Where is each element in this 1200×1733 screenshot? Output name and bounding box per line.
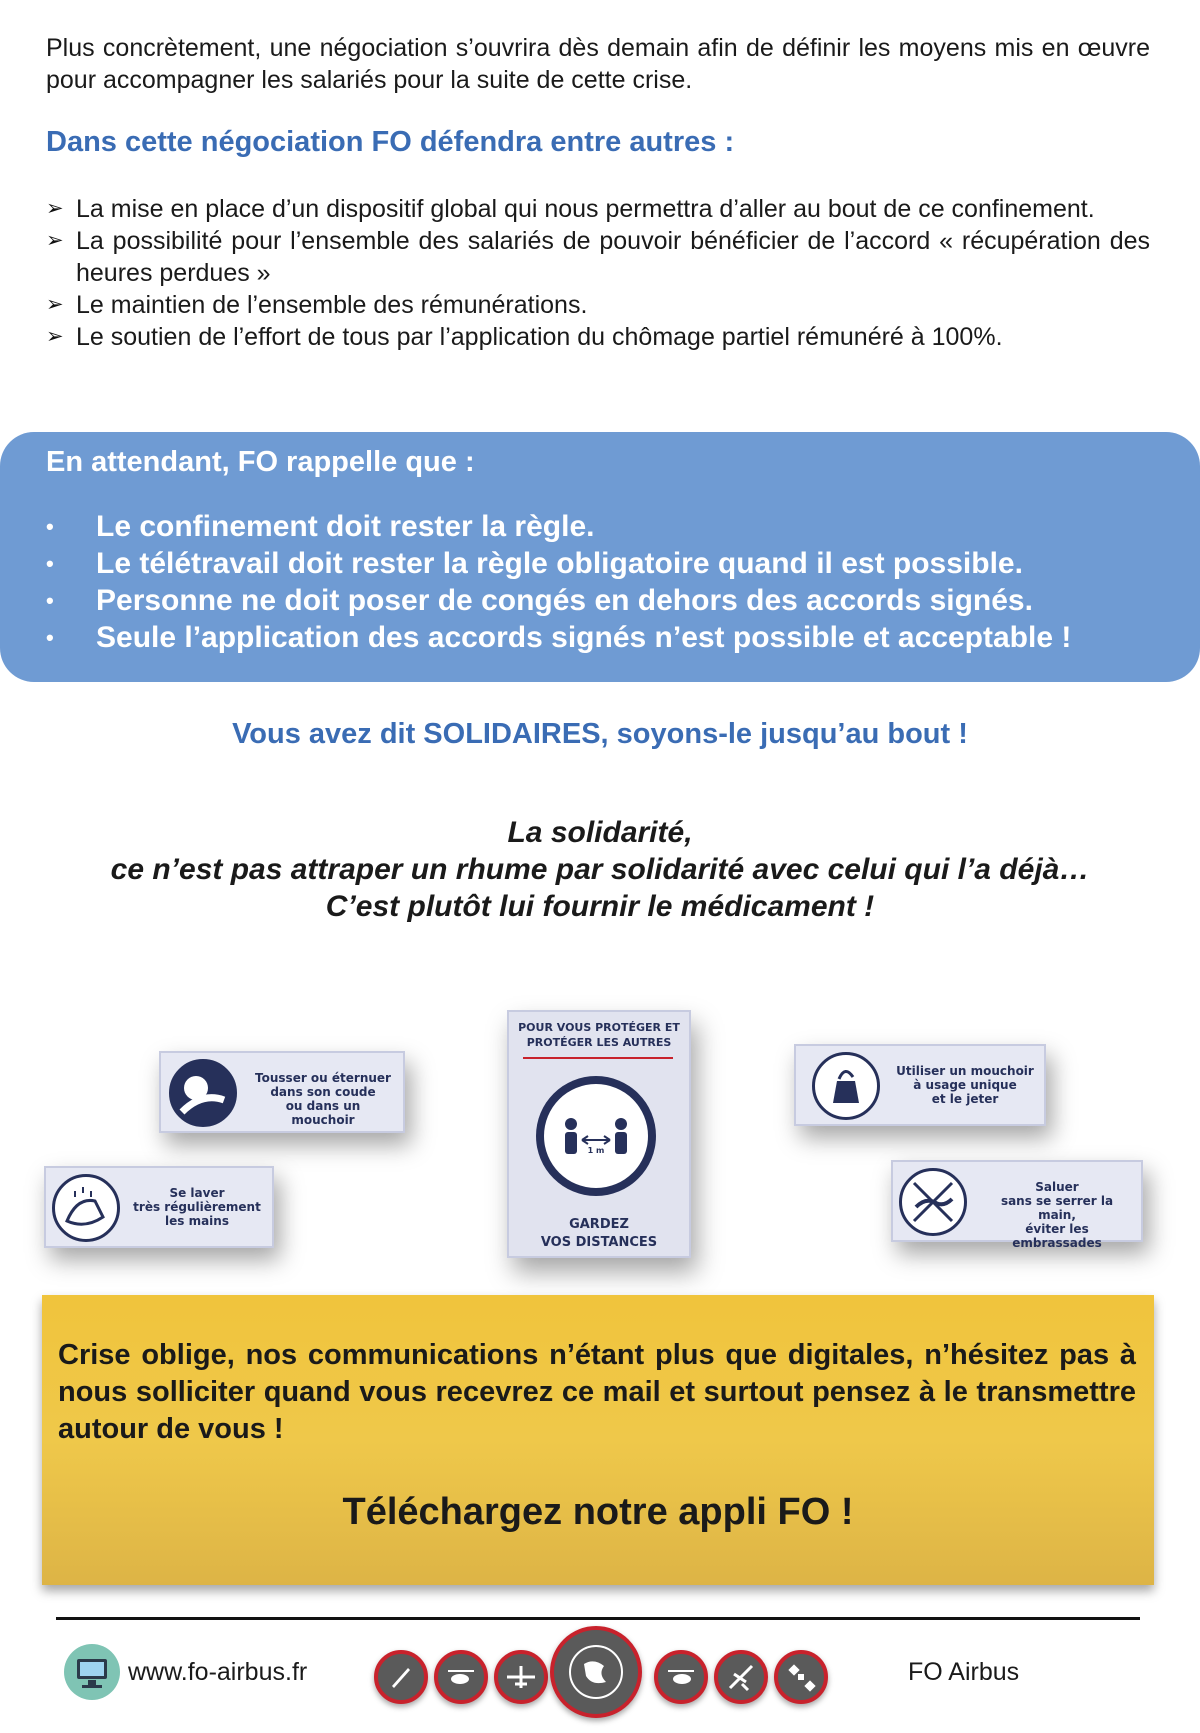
arrow-bullet-icon: ➢ — [46, 229, 64, 252]
no-handshake-icon — [899, 1168, 967, 1236]
globe-icon — [550, 1626, 642, 1718]
list-item: ➢ La possibilité pour l’ensemble des salariés de pouvoir bénéficier de l’accord « récupération des heures perdues » — [46, 227, 1150, 287]
arrow-bullet-icon: ➢ — [46, 197, 64, 220]
list-item: ➢ Le maintien de l’ensemble des rémunérations. — [46, 291, 588, 319]
gesture-text: Tousser ou éternuer dans son coude ou dans un mouchoir — [255, 1071, 391, 1127]
jet-icon — [714, 1650, 768, 1704]
bullet-dot-icon: • — [46, 625, 54, 650]
list-item: • Le télétravail doit rester la règle obligatoire quand il est possible. — [46, 547, 1023, 580]
gesture-card-cough — [159, 1051, 405, 1133]
list-item: ➢ La mise en place d’un dispositif global qui nous permettra d’aller au bout de ce confinement. — [46, 195, 1095, 223]
computer-icon — [64, 1644, 120, 1700]
digital-callout-box — [42, 1295, 1154, 1585]
list-item: • Personne ne doit poser de congés en dehors des accords signés. — [46, 584, 1033, 617]
quote-line: ce n’est pas attraper un rhume par solidarité avec celui qui l’a déjà… — [110, 853, 1090, 886]
download-app-cta[interactable]: Téléchargez notre appli FO ! — [342, 1491, 854, 1533]
solidarity-slogan: Vous avez dit SOLIDAIRES, soyons-le jusqu’au bout ! — [232, 718, 968, 750]
intro-paragraph: Plus concrètement, une négociation s’ouvrira dès demain afin de définir les moyens mis en œuvre pour accompagner les salariés pour la suite de cette crise. — [46, 34, 1150, 94]
helicopter-icon — [434, 1650, 488, 1704]
rocket-icon — [374, 1650, 428, 1704]
bullet-dot-icon: • — [46, 551, 54, 576]
reminder-list — [46, 508, 1071, 656]
negotiation-heading: Dans cette négociation FO défendra entre autres : — [46, 126, 735, 158]
list-item: • Seule l’application des accords signés n’est possible et acceptable ! — [46, 621, 1072, 654]
gesture-card-wash — [44, 1166, 274, 1248]
keep-distance-poster — [507, 1010, 691, 1258]
list-item: • Le confinement doit rester la règle. — [46, 510, 595, 543]
quote-line: C’est plutôt lui fournir le médicament ! — [325, 890, 875, 923]
arrow-bullet-icon: ➢ — [46, 293, 64, 316]
poster-footer: GARDEZ VOS DISTANCES — [540, 1217, 658, 1250]
negotiation-list — [46, 193, 1150, 353]
arrow-bullet-icon: ➢ — [46, 325, 64, 348]
footer-divider — [56, 1617, 1140, 1620]
footer-organization: FO Airbus — [908, 1658, 1020, 1686]
gesture-card-greet — [891, 1160, 1143, 1250]
distance-icon: 1 m — [536, 1076, 656, 1196]
reminder-heading: En attendant, FO rappelle que : — [46, 446, 475, 478]
quote-line: La solidarité, — [507, 816, 693, 849]
bullet-dot-icon: • — [46, 588, 54, 613]
cough-elbow-icon — [169, 1059, 237, 1127]
helicopter-icon — [654, 1650, 708, 1704]
poster-title: POUR VOUS PROTÉGER ET PROTÉGER LES AUTRES — [518, 1021, 680, 1049]
tissue-icon — [812, 1052, 880, 1120]
website-link[interactable]: www.fo-airbus.fr — [128, 1658, 308, 1686]
solidarity-quote — [0, 814, 1200, 925]
gesture-text: Se laver très régulièrement les mains — [133, 1186, 261, 1228]
bullet-dot-icon: • — [46, 514, 54, 539]
list-item: ➢ Le soutien de l’effort de tous par l’application du chômage partiel rémunéré à 100%. — [46, 323, 1003, 351]
gesture-text: Utiliser un mouchoir à usage unique et le jeter — [896, 1064, 1034, 1106]
gesture-card-tissue — [794, 1044, 1046, 1126]
reminder-box — [0, 432, 1200, 682]
airplane-icon — [494, 1650, 548, 1704]
satellite-icon — [774, 1650, 828, 1704]
hand-wash-icon — [52, 1174, 120, 1242]
gesture-text: Saluer sans se serrer la main, éviter les embrassades — [1000, 1180, 1114, 1250]
poster-divider — [523, 1057, 673, 1059]
callout-text: Crise oblige, nos communications n’étant plus que digitales, n’hésitez pas à nous solliciter quand vous recevrez ce mail et surtout pensez à le transmettre autour de vous ! — [58, 1339, 1136, 1445]
